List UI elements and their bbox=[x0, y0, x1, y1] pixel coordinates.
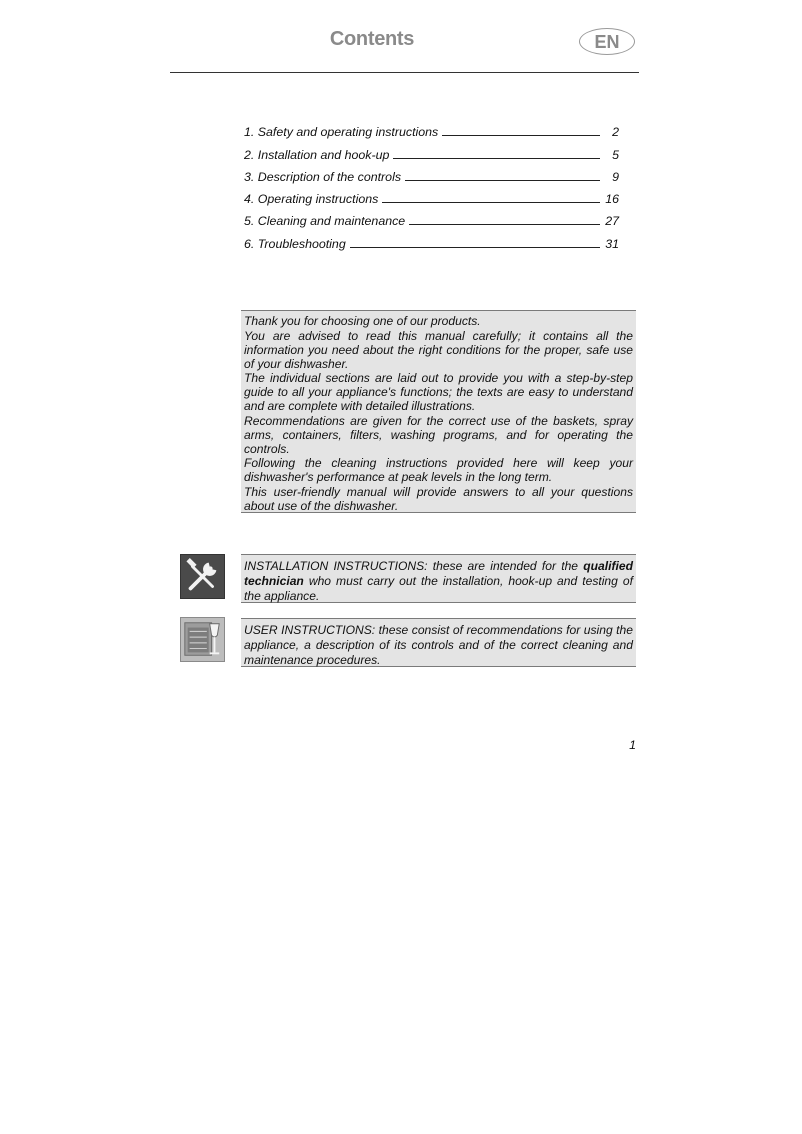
toc-entry-page: 31 bbox=[605, 236, 619, 251]
language-badge: EN bbox=[579, 28, 635, 55]
installation-instructions-box bbox=[241, 554, 636, 603]
intro-paragraph: You are advised to read this manual carefully; it contains all the information you need about the right conditions for the proper, safe use of your dishwasher. bbox=[244, 329, 633, 371]
installation-text: INSTALLATION INSTRUCTIONS: these are intended for the bbox=[244, 559, 584, 573]
table-of-contents bbox=[244, 117, 619, 251]
toc-leader-line bbox=[409, 224, 600, 225]
toc-entry[interactable] bbox=[244, 139, 619, 161]
toc-entry-page: 16 bbox=[605, 192, 619, 207]
user-instructions-text: USER INSTRUCTIONS: these consist of recommendations for using the appliance, a description of its controls and of the correct cleaning and maintenance procedures. bbox=[244, 623, 633, 667]
toc-leader-line bbox=[393, 158, 600, 159]
toc-entry-page: 5 bbox=[612, 147, 619, 162]
page-title: Contents bbox=[329, 28, 415, 50]
toc-entry[interactable] bbox=[244, 117, 619, 139]
intro-paragraph: Recommendations are given for the correct use of the baskets, spray arms, containers, filters, washing programs, and for operating the controls. bbox=[244, 414, 633, 456]
header-divider bbox=[170, 72, 639, 73]
toc-entry-label: 6. Troubleshooting bbox=[244, 236, 346, 251]
toc-entry[interactable] bbox=[244, 162, 619, 184]
dishwasher-user-icon bbox=[180, 617, 225, 662]
toc-entry-page: 27 bbox=[605, 214, 619, 229]
toc-leader-line bbox=[442, 135, 600, 136]
intro-paragraph: Thank you for choosing one of our products. bbox=[244, 314, 481, 328]
intro-paragraph: The individual sections are laid out to provide you with a step-by-step guide to all your appliance's functions; the texts are easy to understand and are complete with detailed illustrations. bbox=[244, 371, 633, 413]
toc-entry-label: 5. Cleaning and maintenance bbox=[244, 214, 406, 229]
toc-entry-page: 9 bbox=[612, 169, 619, 184]
page-number: 1 bbox=[629, 738, 636, 752]
toc-entry[interactable] bbox=[244, 228, 619, 250]
toc-entry[interactable] bbox=[244, 206, 619, 228]
toc-entry[interactable] bbox=[244, 184, 619, 206]
user-instructions-box bbox=[241, 618, 636, 667]
toc-entry-page: 2 bbox=[612, 125, 619, 140]
toc-entry-label: 4. Operating instructions bbox=[244, 192, 379, 207]
toc-leader-line bbox=[382, 202, 600, 203]
tools-icon bbox=[180, 554, 225, 599]
toc-entry-label: 1. Safety and operating instructions bbox=[244, 125, 439, 140]
intro-box bbox=[241, 310, 636, 513]
toc-leader-line bbox=[405, 180, 600, 181]
intro-paragraph: Following the cleaning instructions provided here will keep your dishwasher's performance at peak levels in the long term. bbox=[244, 456, 633, 484]
intro-paragraph: This user-friendly manual will provide answers to all your questions about use of the dishwasher. bbox=[244, 485, 633, 513]
toc-entry-label: 3. Description of the controls bbox=[244, 169, 402, 184]
toc-leader-line bbox=[350, 247, 600, 248]
installation-text-end: who must carry out the installation, hook-up and testing of the appliance. bbox=[244, 574, 633, 603]
qualified-technician-text: qualified technician bbox=[244, 559, 633, 588]
toc-entry-label: 2. Installation and hook-up bbox=[244, 147, 390, 162]
